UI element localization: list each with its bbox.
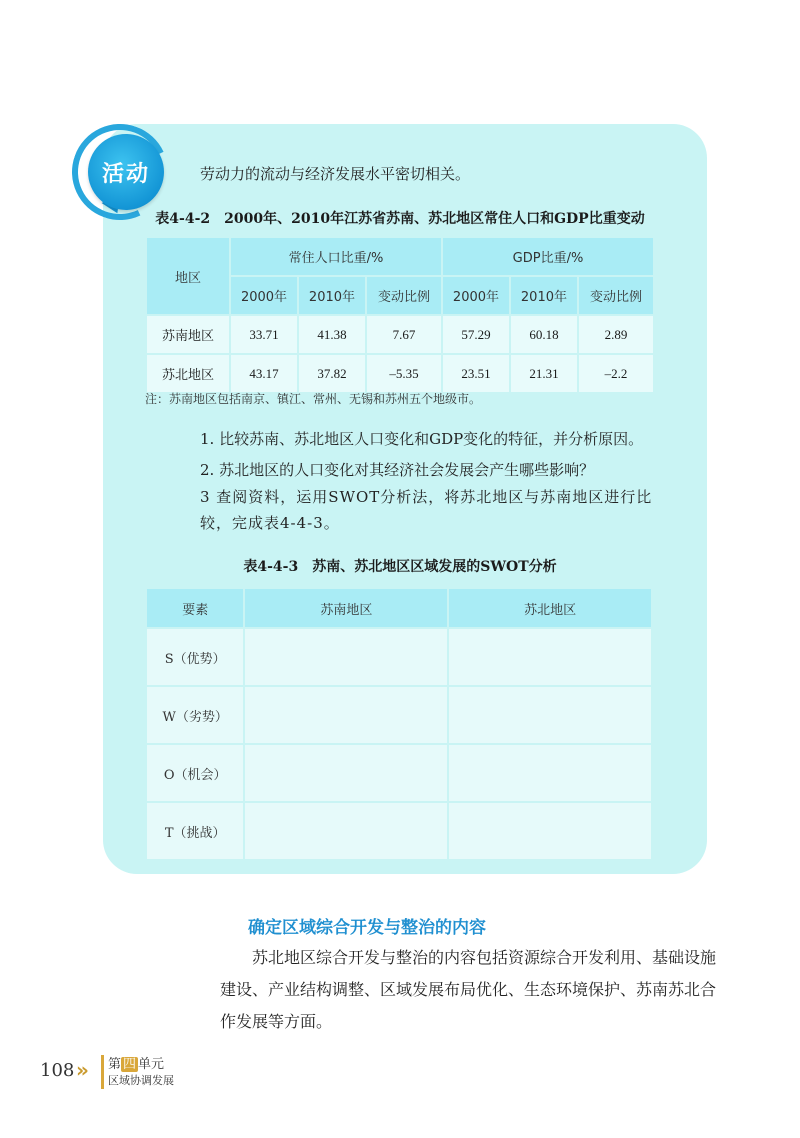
swot-header: 苏南地区 — [244, 588, 448, 628]
question-2: 2. 苏北地区的人口变化对其经济社会发展会产生哪些影响？ — [200, 461, 595, 479]
chevron-right-icon: » — [76, 1058, 89, 1082]
swot-cell-input[interactable] — [244, 744, 448, 802]
population-gdp-table — [145, 236, 655, 394]
question-1: 1. 比较苏南、苏北地区人口变化和GDP变化的特征，并分析原因。 — [200, 430, 644, 448]
table2-caption — [0, 556, 800, 576]
footer-theme: 区域协调发展 — [108, 1074, 174, 1087]
table2-caption-text: 苏南、苏北地区区域发展的SWOT分析 — [312, 559, 557, 575]
swot-cell-input[interactable] — [448, 628, 652, 686]
unit-number: 四 — [123, 1057, 137, 1072]
table-cell: 57.29 — [442, 315, 510, 354]
table-cell: 23.51 — [442, 354, 510, 393]
table-cell: 41.38 — [298, 315, 366, 354]
footer-unit — [108, 1053, 164, 1072]
row-region: 苏北地区 — [146, 354, 230, 393]
sub-header: 变动比例 — [366, 276, 442, 315]
swot-factor: T（挑战） — [146, 802, 244, 860]
table-cell: 21.31 — [510, 354, 578, 393]
table1-caption-num: 表4-4-2 — [155, 211, 211, 227]
gdp-group-header: GDP比重/% — [442, 237, 654, 276]
swot-cell-input[interactable] — [448, 802, 652, 860]
swot-header: 要素 — [146, 588, 244, 628]
swot-cell-input[interactable] — [244, 686, 448, 744]
sub-header: 变动比例 — [578, 276, 654, 315]
swot-table — [145, 587, 653, 861]
table1-caption-text: 2000年、2010年江苏省苏南、苏北地区常住人口和GDP比重变动 — [224, 211, 645, 227]
table-cell: 43.17 — [230, 354, 298, 393]
swot-factor: W（劣势） — [146, 686, 244, 744]
table-cell: –5.35 — [366, 354, 442, 393]
swot-header: 苏北地区 — [448, 588, 652, 628]
unit-suffix: 单元 — [138, 1057, 165, 1072]
activity-intro: 劳动力的流动与经济发展水平密切相关。 — [200, 165, 471, 183]
swot-cell-input[interactable] — [448, 744, 652, 802]
table-row — [146, 315, 654, 354]
section-paragraph: 苏北地区综合开发与整治的内容包括资源综合开发利用、基础设施建设、产业结构调整、区域发展布局优化、生态环境保护、苏南苏北合作发展等方面。 — [220, 948, 717, 1031]
table1-caption — [0, 208, 800, 228]
swot-factor: S（优势） — [146, 628, 244, 686]
table-row — [146, 802, 652, 860]
page-number: 108 — [40, 1060, 75, 1081]
table-cell: 7.67 — [366, 315, 442, 354]
table-cell: 37.82 — [298, 354, 366, 393]
row-region: 苏南地区 — [146, 315, 230, 354]
sub-header: 2010年 — [510, 276, 578, 315]
population-group-header: 常住人口比重/% — [230, 237, 442, 276]
swot-factor: O（机会） — [146, 744, 244, 802]
swot-cell-input[interactable] — [244, 802, 448, 860]
table-cell: 33.71 — [230, 315, 298, 354]
swot-cell-input[interactable] — [244, 628, 448, 686]
unit-prefix: 第 — [108, 1057, 122, 1072]
section-title: 确定区域综合开发与整治的内容 — [248, 918, 486, 938]
question-3: 3 查阅资料，运用SWOT分析法，将苏北地区与苏南地区进行比较，完成表4-4-3。 — [200, 488, 653, 532]
table-row — [146, 686, 652, 744]
activity-badge: 活动 — [88, 134, 164, 210]
table2-caption-num: 表4-4-3 — [243, 559, 299, 575]
swot-cell-input[interactable] — [448, 686, 652, 744]
region-header: 地区 — [146, 237, 230, 315]
table-cell: 2.89 — [578, 315, 654, 354]
sub-header: 2000年 — [230, 276, 298, 315]
table-cell: 60.18 — [510, 315, 578, 354]
table1-note: 注：苏南地区包括南京、镇江、常州、无锡和苏州五个地级市。 — [145, 392, 482, 406]
sub-header: 2000年 — [442, 276, 510, 315]
footer-divider — [101, 1055, 104, 1089]
sub-header: 2010年 — [298, 276, 366, 315]
table-row — [146, 628, 652, 686]
table-cell: –2.2 — [578, 354, 654, 393]
table-row — [146, 744, 652, 802]
table-row — [146, 354, 654, 393]
